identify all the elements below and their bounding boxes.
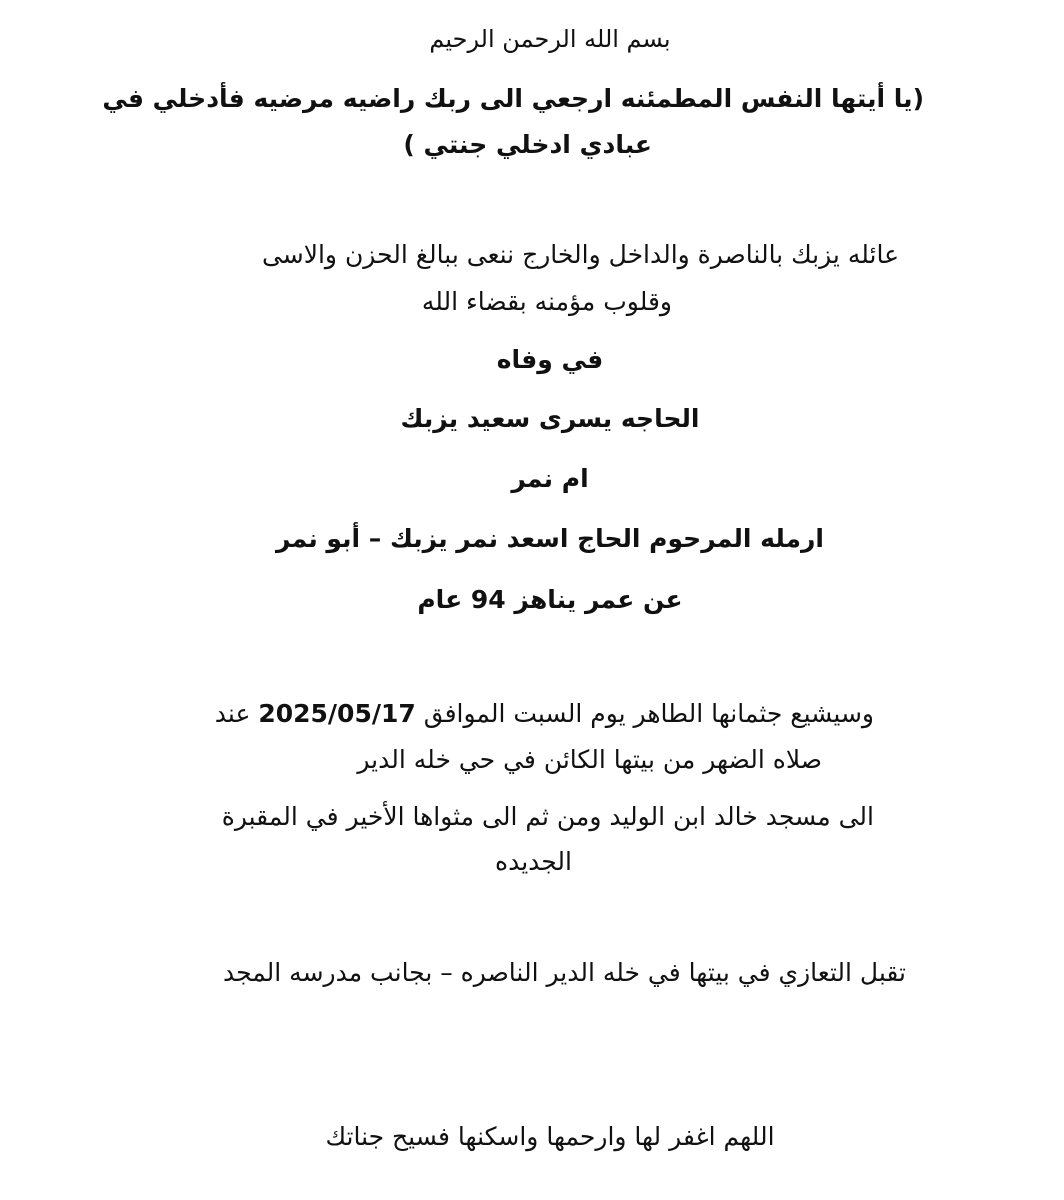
funeral-date: 2025/05/17 xyxy=(258,699,416,728)
age-prefix: عن عمر يناهز xyxy=(514,585,683,614)
age-line xyxy=(330,583,770,617)
age-number: 94 xyxy=(470,585,506,614)
prayer-line: اللهم اغفر لها وارحمها واسكنها فسيح جناتك xyxy=(325,1122,775,1151)
funeral-line-1 xyxy=(215,697,874,731)
age-suffix: عام xyxy=(417,585,463,614)
announcement-line-1: عائله يزبك بالناصرة والداخل والخارج ننعى ببالغ الحزن والاسى xyxy=(261,240,899,269)
announcement-line-2: وقلوب مؤمنه بقضاء الله xyxy=(421,287,672,316)
funeral-line-3: الى مسجد خالد ابن الوليد ومن ثم الى مثواها الأخير في المقبرة xyxy=(221,802,874,831)
condolences-line: تقبل التعازي في بيتها في خله الدير الناصره – بجانب مدرسه المجد xyxy=(222,958,906,987)
deceased-name: الحاجه يسرى سعيد يزبك xyxy=(400,404,700,433)
funeral-line-1-end: عند xyxy=(214,699,251,728)
funeral-line-2: صلاه الضهر من بيتها الكائن في حي خله الدير xyxy=(357,745,822,774)
funeral-line-4: الجديده xyxy=(494,847,572,876)
verse-line-2: عبادي ادخلي جنتي ) xyxy=(403,130,652,159)
funeral-line-1-start: وسيشيع جثمانها الطاهر يوم السبت الموافق xyxy=(423,699,874,728)
kunya-name: ام نمر xyxy=(511,464,589,493)
bismillah-heading: بسم الله الرحمن الرحيم xyxy=(429,25,671,53)
widow-of-line: ارمله المرحوم الحاج اسعد نمر يزبك – أبو نمر xyxy=(276,524,824,553)
death-of-label: في وفاه xyxy=(496,345,604,374)
verse-line-1: (يا أيتها النفس المطمئنه ارجعي الى ربك راضيه مرضيه فأدخلي في xyxy=(102,84,924,113)
